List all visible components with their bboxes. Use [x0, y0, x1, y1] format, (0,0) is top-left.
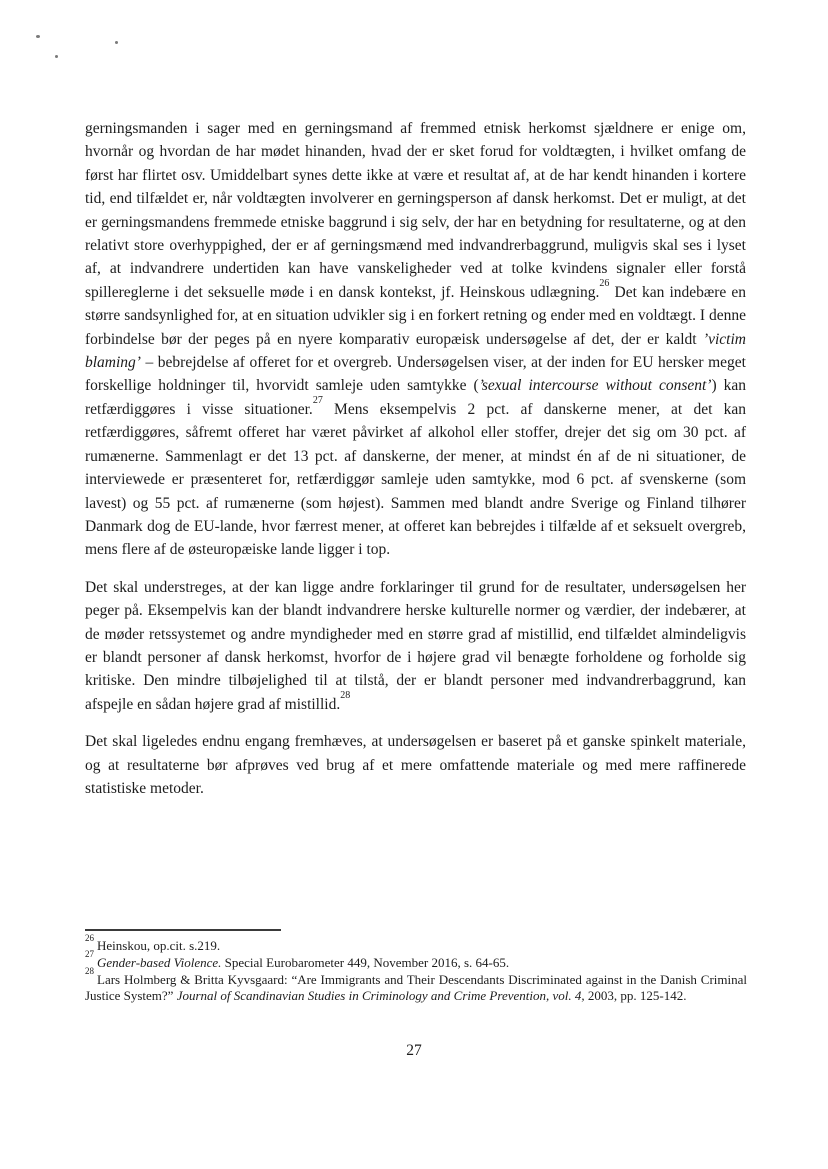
body-text: Det kan indebære en større sandsynlighed for, at en situation udvikler sig i en forkert retning og ender med en voldtægt. I denne forbindelse bør der peges på en nyere komparativ europæisk undersøgelse af det, der er kaldt [85, 283, 746, 348]
body-paragraph-2 [85, 576, 746, 716]
footnote-27 [85, 949, 747, 972]
body-text-block [85, 117, 746, 814]
body-text: Det skal understreges, at der kan ligge andre forklaringer til grund for de resultater, undersøgelsen her peger på. Eksempelvis kan der blandt indvandrere herske kulturelle normer og værdier, der indebærer, at de møder retssystemet og andre myndigheder med en større grad af mistillid, end tilfældet almindeligvis er blandt personer af dansk herkomst, hvorfor de i højere grad vil benægte forholdene og forholde sig kritiske. Den mindre tilbøjelighed til at tilstå, der er blandt personer med indvandrerbaggrund, kan afspejle en sådan højere grad af mistillid. [85, 578, 746, 713]
scan-speck [36, 35, 40, 38]
body-text: Det skal ligeledes endnu engang fremhæves, at undersøgelsen er baseret på et ganske spinkelt materiale, og at resultaterne bør afprøves ved brug af et mere omfattende materiale og med mere raffinerede statistiske metoder. [85, 733, 746, 797]
italic-phrase-sexual-intercourse: ’sexual intercourse without consent’ [478, 377, 712, 395]
scan-speck [55, 55, 58, 58]
footnote-number: 26 [85, 932, 94, 943]
body-paragraph-1 [85, 117, 746, 562]
body-text: – bebrejdelse af offeret for et overgreb. Undersøgelsen viser, at der inden for EU hersker meget forskellige holdninger til, hvorvidt samleje uden samtykke ( [85, 354, 746, 395]
footnote-number: 27 [85, 949, 94, 960]
footnote-ref-28: 28 [340, 689, 351, 701]
body-text: gerningsmanden i sager med en gerningsmand af fremmed etnisk herkomst sjældnere er enige om, hvornår og hvordan de har mødet hinanden, hvad der er sket forud for voldtægten, i hvilket omfang de først har flirtet osv. Umiddelbart synes dette ikke at være et resultat af, at de har kendt hinanden i kortere tid, end tilfældet er, når voldtægten involverer en gerningsperson af dansk herkomst. Det er muligt, at det er gerningsmandens fremmede etniske baggrund i sig selv, der har en betydning for resultaterne, og at den relativt store overhyppighed, der er af gerningsmænd med indvandrerbaggrund, muligvis skal ses i lyset af, at indvandrere undertiden kan have vanskeligheder ved at tolke kvindens signaler eller forstå spillereglerne i det seksuelle møde i en dansk kontekst, jf. Heinskous udlægning. [85, 120, 746, 301]
footnote-text-italic: Journal of Scandinavian Studies in Criminology and Crime Prevention, vol. 4, [176, 988, 585, 1004]
footnote-26 [85, 932, 747, 955]
footnote-ref-27: 27 [312, 394, 323, 406]
footnote-ref-26: 26 [599, 277, 610, 289]
footnote-text: Heinskou, op.cit. s.219. [97, 938, 221, 953]
footnote-28 [85, 966, 747, 1006]
footnote-separator [85, 929, 281, 931]
scan-speck [115, 41, 118, 44]
page-number: 27 [406, 1042, 422, 1059]
footnote-text: Lars Holmberg & Britta Kyvsgaard: “Are Immigrants and Their Descendants Discriminated against in the Danish Criminal Justice System?” [85, 971, 747, 1004]
italic-phrase-victim-blaming: ’victim blaming’ [85, 330, 746, 372]
body-paragraph-3 [85, 730, 746, 800]
footnote-block [85, 929, 747, 1005]
body-text: ) kan retfærdiggøres i visse situationer. [85, 377, 746, 418]
footnote-number: 28 [85, 966, 94, 977]
footnote-text: 2003, pp. 125-142. [584, 988, 687, 1004]
body-text: Mens eksempelvis 2 pct. af danskerne mener, at det kan retfærdiggøres, såfremt offeret har været påvirket af alkohol eller stoffer, drejer det sig om 30 pct. af rumænerne. Sammenlagt er det 13 pct. af danskerne, der mener, at mindst én af de ni situationer, de interviewede er præsenteret for, retfærdiggør samleje uden samtykke, mod 6 pct. af svenskerne (som lavest) og 55 pct. af rumænerne (som højest). Sammen med blandt andre Sverige og Finland tilhører Danmark dog de EU-lande, hvor færrest mener, at offeret kan bebrejdes i tilfælde af et seksuelt overgreb, mens flere af de østeuropæiske lande ligger i top. [85, 400, 746, 559]
footnote-text-italic: Gender-based Violence. [97, 954, 222, 970]
footnote-text: Special Eurobarometer 449, November 2016, s. 64-65. [221, 954, 510, 970]
